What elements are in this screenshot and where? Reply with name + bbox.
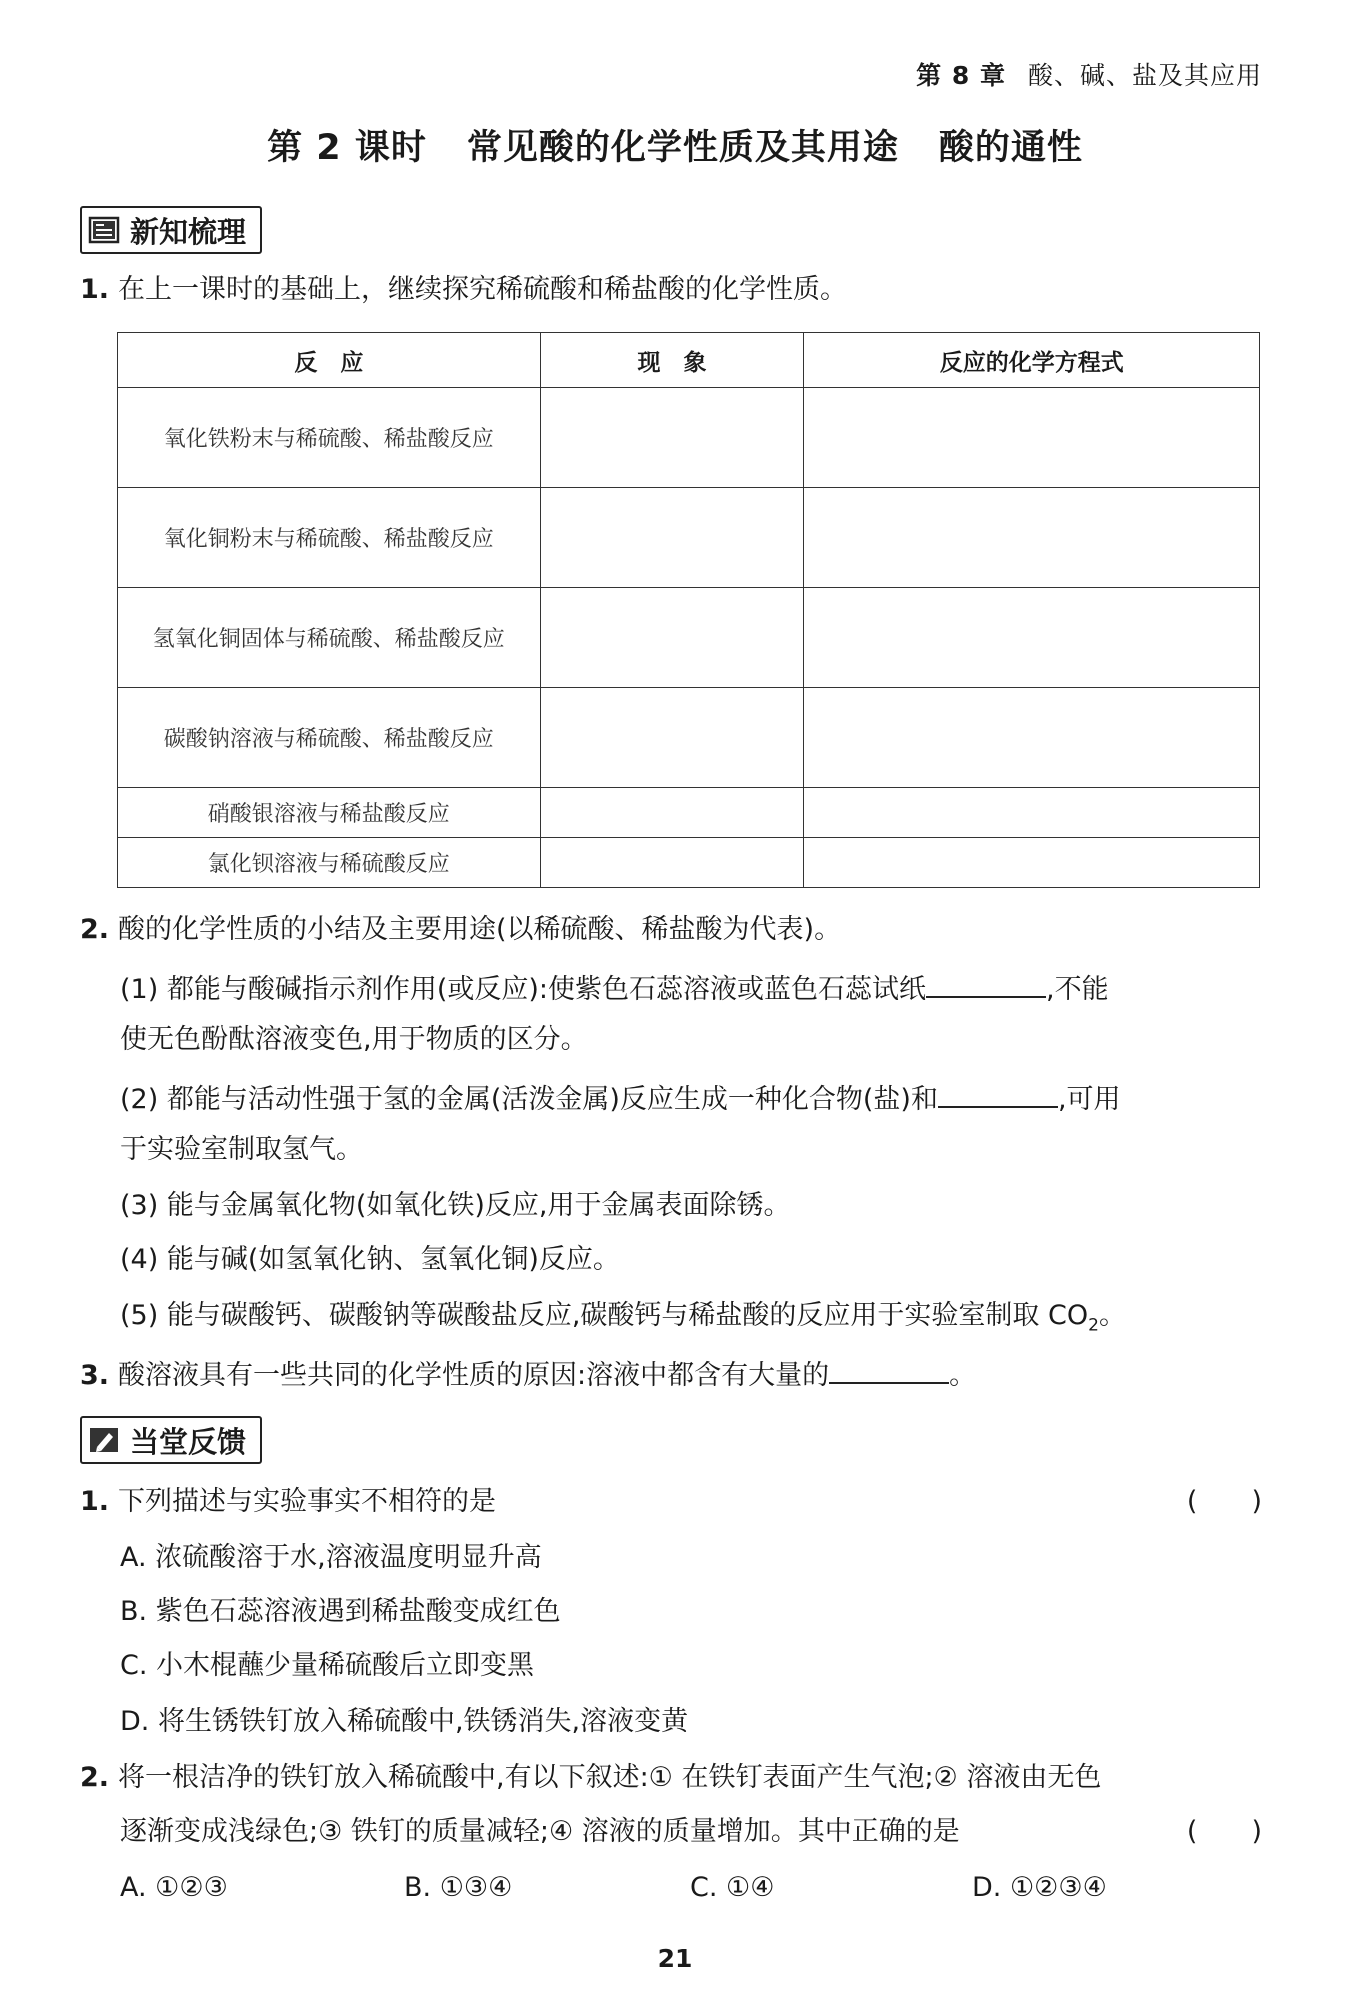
property-2 [120, 1076, 1262, 1120]
question-number: 1. [80, 274, 110, 305]
lesson-title-part3: 酸的通性 [938, 128, 1083, 168]
subscript: 2 [1088, 1315, 1099, 1336]
section-feedback [80, 1416, 262, 1464]
equation-cell[interactable] [804, 788, 1260, 838]
option-c[interactable] [690, 1868, 774, 1908]
phenomenon-cell[interactable] [540, 838, 804, 888]
question-text: 在上一课时的基础上，继续探究稀硫酸和稀盐酸的化学性质。 [118, 274, 847, 305]
reaction-cell: 硝酸银溶液与稀盐酸反应 [118, 788, 541, 838]
table-header-row [118, 333, 1260, 388]
option-a[interactable] [120, 1538, 1262, 1578]
section-label: 新知梳理 [130, 214, 247, 249]
property-1 [120, 966, 1262, 1010]
question-number: 2. [80, 1762, 110, 1793]
option-text: B. ①③④ [404, 1872, 513, 1903]
question-3 [80, 1352, 1262, 1396]
option-c[interactable] [120, 1646, 1262, 1686]
phenomenon-cell[interactable] [540, 788, 804, 838]
property-2-cont [120, 1130, 1262, 1170]
property-3 [120, 1186, 1262, 1226]
pencil-icon [88, 1425, 120, 1455]
property-text: (4) 能与碱(如氢氧化钠、氢氧化铜)反应。 [120, 1244, 620, 1275]
table-row [118, 838, 1260, 888]
book-icon [88, 215, 120, 245]
option-text: C. 小木棍蘸少量稀硫酸后立即变黑 [120, 1650, 535, 1681]
table-row [118, 488, 1260, 588]
question-number: 2. [80, 914, 110, 945]
equation-cell[interactable] [804, 838, 1260, 888]
property-text: (1) 都能与酸碱指示剂作用(或反应):使紫色石蕊溶液或蓝色石蕊试纸 [120, 974, 926, 1005]
question-text: 下列描述与实验事实不相符的是 [118, 1486, 496, 1517]
reaction-cell: 氧化铁粉末与稀硫酸、稀盐酸反应 [118, 388, 541, 488]
property-text: 于实验室制取氢气。 [120, 1134, 363, 1165]
chapter-title: 酸、碱、盐及其应用 [1027, 61, 1262, 90]
equation-cell[interactable] [804, 388, 1260, 488]
property-text: 使无色酚酞溶液变色,用于物质的区分。 [120, 1024, 588, 1055]
header-phenomenon: 现 象 [540, 333, 804, 388]
lesson-title-part1: 第 2 课时 [267, 128, 427, 168]
chapter-number: 第 8 章 [916, 61, 1006, 90]
answer-blank[interactable] [829, 1352, 949, 1384]
question-text: 逐渐变成浅绿色;③ 铁钉的质量减轻;④ 溶液的质量增加。其中正确的是 [120, 1816, 960, 1847]
answer-bracket[interactable]: ( ) [1186, 1486, 1262, 1517]
question-text: 。 [949, 1360, 977, 1391]
feedback-question-2 [80, 1758, 1262, 1798]
phenomenon-cell[interactable] [540, 488, 804, 588]
lesson-title [0, 120, 1350, 170]
property-4 [120, 1240, 1262, 1280]
option-text: C. ①④ [690, 1872, 775, 1903]
equation-cell[interactable] [804, 488, 1260, 588]
feedback-question-2-cont [120, 1812, 1262, 1852]
section-label: 当堂反馈 [130, 1424, 247, 1459]
table-row [118, 388, 1260, 488]
table-row [118, 788, 1260, 838]
page-number: 21 [657, 1944, 693, 1973]
header-equation: 反应的化学方程式 [804, 333, 1260, 388]
equation-cell[interactable] [804, 688, 1260, 788]
reaction-cell: 氧化铜粉末与稀硫酸、稀盐酸反应 [118, 488, 541, 588]
property-text: (5) 能与碳酸钙、碳酸钠等碳酸盐反应,碳酸钙与稀盐酸的反应用于实验室制取 CO [120, 1300, 1089, 1331]
feedback-question-1 [80, 1482, 1262, 1522]
chapter-header [916, 56, 1262, 92]
reaction-cell: 碳酸钠溶液与稀硫酸、稀盐酸反应 [118, 688, 541, 788]
answer-blank[interactable] [926, 966, 1046, 998]
property-text: ,可用 [1057, 1084, 1121, 1115]
reaction-cell: 氢氧化铜固体与稀硫酸、稀盐酸反应 [118, 588, 541, 688]
phenomenon-cell[interactable] [540, 388, 804, 488]
lesson-title-part2: 常见酸的化学性质及其用途 [466, 128, 899, 168]
table-row [118, 588, 1260, 688]
reaction-table [117, 332, 1260, 888]
equation-cell[interactable] [804, 588, 1260, 688]
option-text: D. ①②③④ [972, 1872, 1107, 1903]
question-text: 酸的化学性质的小结及主要用途(以稀硫酸、稀盐酸为代表)。 [118, 914, 842, 945]
property-text: (3) 能与金属氧化物(如氧化铁)反应,用于金属表面除锈。 [120, 1190, 791, 1221]
phenomenon-cell[interactable] [540, 688, 804, 788]
question-1 [80, 270, 1262, 310]
option-text: A. ①②③ [120, 1872, 228, 1903]
property-text: (2) 都能与活动性强于氢的金属(活泼金属)反应生成一种化合物(盐)和 [120, 1084, 938, 1115]
option-text: A. 浓硫酸溶于水,溶液温度明显升高 [120, 1542, 542, 1573]
property-text: 。 [1098, 1300, 1126, 1331]
option-text: B. 紫色石蕊溶液遇到稀盐酸变成红色 [120, 1596, 561, 1627]
option-b[interactable] [404, 1868, 512, 1908]
property-text: ,不能 [1046, 974, 1109, 1005]
option-a[interactable] [120, 1868, 228, 1908]
header-reaction: 反 应 [118, 333, 541, 388]
question-2 [80, 910, 1262, 950]
answer-blank[interactable] [938, 1076, 1058, 1108]
section-new-knowledge [80, 206, 262, 254]
question-text: 酸溶液具有一些共同的化学性质的原因:溶液中都含有大量的 [118, 1360, 830, 1391]
table-row [118, 688, 1260, 788]
question-number: 3. [80, 1360, 110, 1391]
answer-bracket[interactable]: ( ) [1186, 1816, 1262, 1847]
question-text: 将一根洁净的铁钉放入稀硫酸中,有以下叙述:① 在铁钉表面产生气泡;② 溶液由无色 [118, 1762, 1102, 1793]
option-b[interactable] [120, 1592, 1262, 1632]
option-d[interactable] [972, 1868, 1107, 1908]
option-text: D. 将生锈铁钉放入稀硫酸中,铁锈消失,溶液变黄 [120, 1706, 689, 1737]
property-1-cont [120, 1020, 1262, 1060]
property-5 [120, 1296, 1262, 1345]
option-d[interactable] [120, 1702, 1262, 1742]
reaction-cell: 氯化钡溶液与稀硫酸反应 [118, 838, 541, 888]
phenomenon-cell[interactable] [540, 588, 804, 688]
question-number: 1. [80, 1486, 110, 1517]
